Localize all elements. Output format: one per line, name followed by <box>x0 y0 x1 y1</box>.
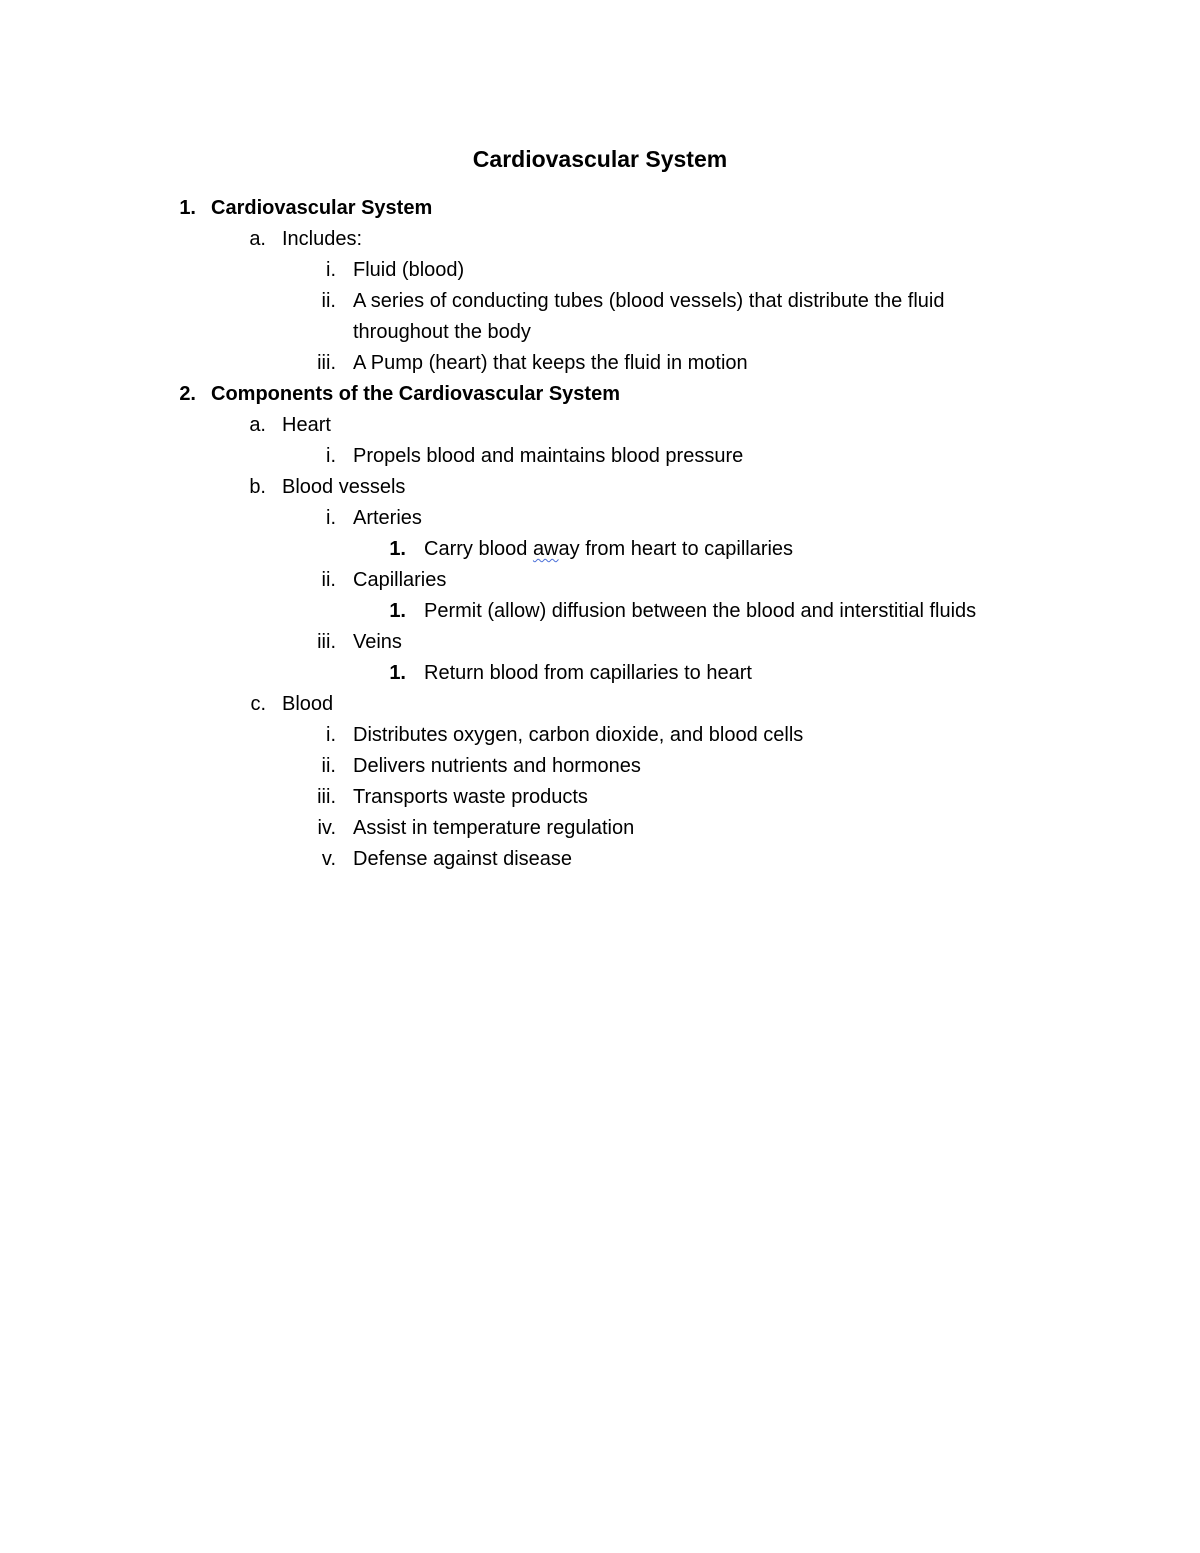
item-marker: b. <box>249 476 266 498</box>
subitem-text: Defense against disease <box>353 848 573 870</box>
subitem-marker: ii. <box>321 290 336 312</box>
detail-marker: 1. <box>389 600 406 622</box>
subitem-marker: i. <box>326 445 336 467</box>
item-text: Blood <box>282 693 334 715</box>
document-title: Cardiovascular System <box>472 146 728 172</box>
subitem-marker: ii. <box>321 755 336 777</box>
subitem-text: Assist in temperature regulation <box>353 817 635 839</box>
section-marker: 2. <box>179 383 196 405</box>
item-text: Includes: <box>282 228 363 250</box>
detail-marker: 1. <box>389 538 406 560</box>
subitem-marker: i. <box>326 507 336 529</box>
item-marker: a. <box>249 414 266 436</box>
subitem-marker: v. <box>321 848 336 870</box>
subitem-text: Transports waste products <box>353 786 588 808</box>
subitem-text: A series of conducting tubes (blood vessels) that distribute the fluid <box>353 290 945 312</box>
spellcheck-flagged-word[interactable]: aw <box>532 538 559 560</box>
subitem-marker: i. <box>326 724 336 746</box>
subitem-text-continuation: throughout the body <box>353 321 531 343</box>
subitem-marker: iv. <box>317 817 336 839</box>
detail-text-before: Carry blood <box>424 538 533 560</box>
subitem-text: Veins <box>353 631 402 653</box>
item-text: Heart <box>282 414 331 436</box>
subitem-text: Propels blood and maintains blood pressure <box>353 445 744 467</box>
detail-text-after: ay from heart to capillaries <box>558 538 794 560</box>
section-heading: Cardiovascular System <box>211 197 433 219</box>
subitem-marker: iii. <box>317 786 336 808</box>
item-marker: c. <box>250 693 266 715</box>
subitem-text: Capillaries <box>353 569 447 591</box>
subitem-text: Delivers nutrients and hormones <box>353 755 641 777</box>
detail-text: Return blood from capillaries to heart <box>424 662 752 684</box>
subitem-marker: i. <box>326 259 336 281</box>
detail-text <box>424 534 793 564</box>
subitem-text: Distributes oxygen, carbon dioxide, and blood cells <box>353 724 804 746</box>
detail-text: Permit (allow) diffusion between the blood and interstitial fluids <box>424 600 977 622</box>
detail-marker: 1. <box>389 662 406 684</box>
item-text: Blood vessels <box>282 476 406 498</box>
subitem-text: Arteries <box>353 507 422 529</box>
section-marker: 1. <box>179 197 196 219</box>
section-heading: Components of the Cardiovascular System <box>211 383 620 405</box>
subitem-text: A Pump (heart) that keeps the fluid in motion <box>353 352 748 374</box>
item-marker: a. <box>249 228 266 250</box>
subitem-text: Fluid (blood) <box>353 259 465 281</box>
subitem-marker: iii. <box>317 631 336 653</box>
subitem-marker: ii. <box>321 569 336 591</box>
subitem-marker: iii. <box>317 352 336 374</box>
